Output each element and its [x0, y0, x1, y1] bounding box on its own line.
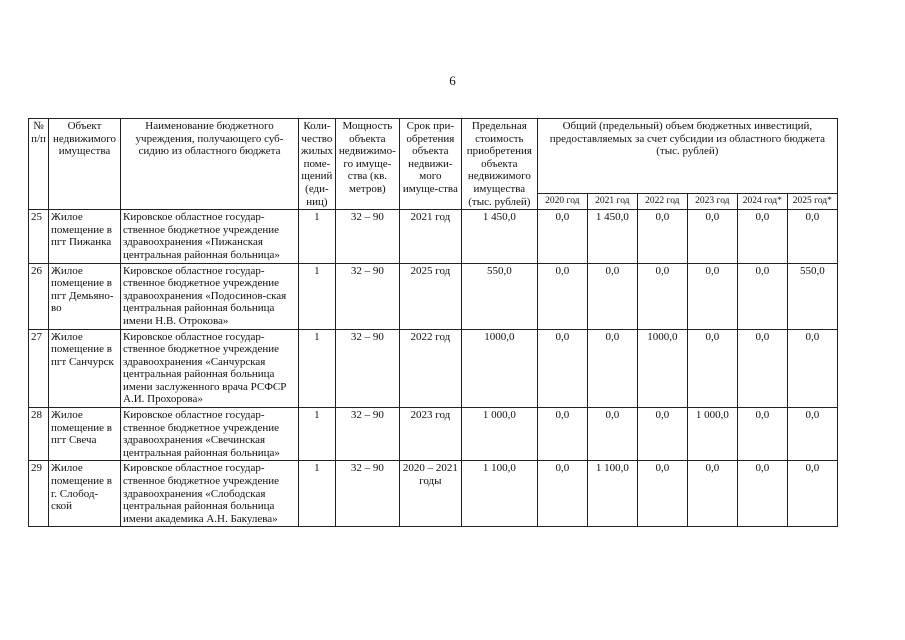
year-value-cell: 0,0 — [687, 263, 737, 329]
year-value-cell: 0,0 — [587, 263, 637, 329]
term-cell: 2021 год — [399, 210, 461, 263]
institution-cell: Кировское областное государ-ственное бюджетное учреждение здравоохранения «Слободская центральная районная больница имени академика А.Н. Бакулева» — [121, 461, 299, 527]
row-number-cell: 27 — [29, 329, 49, 408]
term-cell: 2023 год — [399, 408, 461, 461]
year-value-cell: 0,0 — [537, 263, 587, 329]
cost-cell: 1000,0 — [461, 329, 537, 408]
year-value-cell: 0,0 — [737, 461, 787, 527]
institution-cell: Кировское областное государ-ственное бюджетное учреждение здравоохранения «Пижанская центральная районная больница» — [121, 210, 299, 263]
year-value-cell: 0,0 — [637, 461, 687, 527]
header-row — [29, 119, 838, 194]
year-value-cell: 1 000,0 — [687, 408, 737, 461]
table-row — [29, 461, 838, 527]
year-value-cell: 1 100,0 — [587, 461, 637, 527]
institution-cell: Кировское областное государ-ственное бюджетное учреждение здравоохранения «Санчурская центральная районная больница имени заслуженного врача РСФСР А.И. Прохорова» — [121, 329, 299, 408]
institution-cell: Кировское областное государ-ственное бюджетное учреждение здравоохранения «Свечинская центральная районная больница» — [121, 408, 299, 461]
year-value-cell: 0,0 — [537, 461, 587, 527]
count-cell: 1 — [299, 210, 336, 263]
power-cell: 32 – 90 — [335, 210, 399, 263]
year-value-cell: 0,0 — [737, 210, 787, 263]
header-year: 2023 год — [687, 194, 737, 210]
page-number: 6 — [449, 73, 456, 88]
year-value-cell: 0,0 — [637, 210, 687, 263]
header-year: 2020 год — [537, 194, 587, 210]
year-value-cell: 550,0 — [787, 263, 837, 329]
year-value-cell: 0,0 — [687, 329, 737, 408]
count-cell: 1 — [299, 461, 336, 527]
year-value-cell: 0,0 — [687, 461, 737, 527]
term-cell: 2025 год — [399, 263, 461, 329]
header-year: 2021 год — [587, 194, 637, 210]
year-value-cell: 0,0 — [737, 329, 787, 408]
row-number-cell: 25 — [29, 210, 49, 263]
table-row — [29, 263, 838, 329]
count-cell: 1 — [299, 408, 336, 461]
row-number-cell: 29 — [29, 461, 49, 527]
header-count: Коли-чество жилых поме-щений (еди-ниц) — [299, 119, 336, 210]
object-cell: Жилое помещение в пгт Пижанка — [49, 210, 121, 263]
year-value-cell: 0,0 — [537, 210, 587, 263]
year-value-cell: 0,0 — [537, 329, 587, 408]
year-value-cell: 0,0 — [737, 263, 787, 329]
cost-cell: 1 100,0 — [461, 461, 537, 527]
header-no: № п/п — [29, 119, 49, 210]
year-value-cell: 1000,0 — [637, 329, 687, 408]
year-value-cell: 0,0 — [587, 408, 637, 461]
power-cell: 32 – 90 — [335, 263, 399, 329]
header-object: Объект недвижимого имущества — [49, 119, 121, 210]
object-cell: Жилое помещение в пгт Свеча — [49, 408, 121, 461]
cost-cell: 1 000,0 — [461, 408, 537, 461]
year-value-cell: 0,0 — [537, 408, 587, 461]
count-cell: 1 — [299, 263, 336, 329]
object-cell: Жилое помещение в г. Слобод-ской — [49, 461, 121, 527]
header-year: 2025 год* — [787, 194, 837, 210]
year-value-cell: 0,0 — [637, 408, 687, 461]
row-number-cell: 28 — [29, 408, 49, 461]
cost-cell: 550,0 — [461, 263, 537, 329]
header-investments: Общий (предельный) объем бюджетных инвестиций, предоставляемых за счет субсидии из областного бюджета (тыс. рублей) — [537, 119, 837, 194]
table-row — [29, 210, 838, 263]
institution-cell: Кировское областное государ-ственное бюджетное учреждение здравоохранения «Подосинов-ская центральная районная больница имени Н.В. Отрокова» — [121, 263, 299, 329]
year-value-cell: 1 450,0 — [587, 210, 637, 263]
year-value-cell: 0,0 — [637, 263, 687, 329]
header-year: 2024 год* — [737, 194, 787, 210]
investment-table — [28, 118, 838, 527]
header-year: 2022 год — [637, 194, 687, 210]
object-cell: Жилое помещение в пгт Демьяно-во — [49, 263, 121, 329]
header-cost: Предельная стоимость приобретения объекта недвижимого имущества (тыс. рублей) — [461, 119, 537, 210]
term-cell: 2020 – 2021 годы — [399, 461, 461, 527]
power-cell: 32 – 90 — [335, 461, 399, 527]
year-value-cell: 0,0 — [587, 329, 637, 408]
year-value-cell: 0,0 — [787, 329, 837, 408]
year-value-cell: 0,0 — [787, 408, 837, 461]
year-value-cell: 0,0 — [787, 210, 837, 263]
power-cell: 32 – 90 — [335, 408, 399, 461]
row-number-cell: 26 — [29, 263, 49, 329]
year-value-cell: 0,0 — [737, 408, 787, 461]
header-power: Мощность объекта недвижимо-го имуще-ства (кв. метров) — [335, 119, 399, 210]
year-value-cell: 0,0 — [787, 461, 837, 527]
cost-cell: 1 450,0 — [461, 210, 537, 263]
table-row — [29, 329, 838, 408]
header-institution: Наименование бюджетного учреждения, получающего суб-сидию из областного бюджета — [121, 119, 299, 210]
year-value-cell: 0,0 — [687, 210, 737, 263]
term-cell: 2022 год — [399, 329, 461, 408]
table-row — [29, 408, 838, 461]
header-term: Срок при-обретения объекта недвижи-мого имуще-ства — [399, 119, 461, 210]
count-cell: 1 — [299, 329, 336, 408]
object-cell: Жилое помещение в пгт Санчурск — [49, 329, 121, 408]
power-cell: 32 – 90 — [335, 329, 399, 408]
